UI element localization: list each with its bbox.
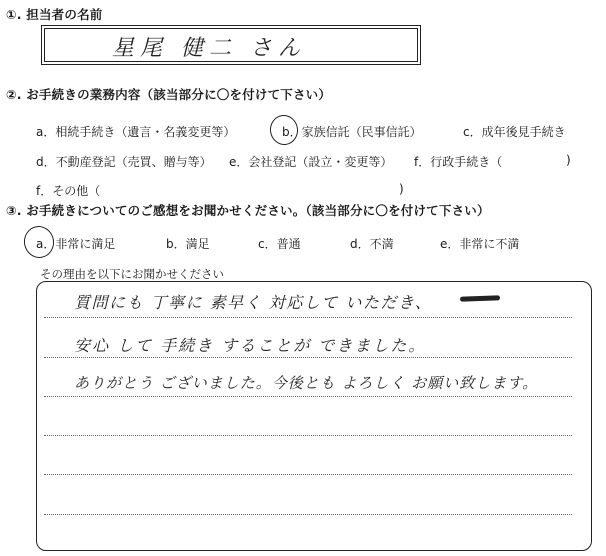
ruled-line [44,357,572,358]
rating-very-satisfied: a．非常に満足 [36,237,116,251]
section3-title: ③. お手続きについてのご感想をお聞かせください。（該当部分に〇を付けて下さい） [6,203,490,218]
option-administrative-close: ) [566,153,571,167]
rating-very-dissatisfied: e．非常に不満 [440,237,520,251]
option-company: e．会社登記（設立・変更等） [229,155,393,169]
circle-mark-b [268,113,300,147]
handwritten-reason-line-3: ありがとう ございました。今後とも よろしく お願い致します。 [74,374,539,392]
ruled-line [44,396,572,397]
section2-title: ②. お手続きの業務内容（該当部分に〇を付けて下さい） [6,87,332,102]
reason-box [36,281,592,551]
ruled-line [44,317,572,318]
ruled-line [44,514,572,515]
option-real-estate: d．不動産登記（売買、贈与等） [36,155,212,169]
option-administrative: f．行政手続き（ [414,155,503,169]
handwritten-reason-line-1: 質問にも 丁寧に 素早く 対応して いただき、 [74,293,433,312]
option-family-trust: b．家族信託（民事信託） [282,125,422,139]
reason-label: その理由を以下にお聞かせください [40,267,224,281]
rating-dissatisfied: d．不満 [350,237,394,251]
option-other: f．その他（ [36,184,101,198]
option-guardianship: c．成年後見手続き [463,125,566,139]
rating-satisfied: b．満足 [166,237,210,251]
ruled-line [44,474,572,475]
section1-title: ①. 担当者の名前 [6,7,103,22]
option-inheritance: a．相続手続き（遺言・名義変更等） [36,125,236,139]
option-other-close: ) [399,182,404,196]
rating-neutral: c．普通 [258,237,301,251]
ruled-line [44,435,572,436]
circle-mark-a [21,224,56,261]
handwritten-name: 星尾 健二 さん [112,36,306,61]
handwritten-reason-line-2: 安心 して 手続き することが できました。 [74,336,427,355]
